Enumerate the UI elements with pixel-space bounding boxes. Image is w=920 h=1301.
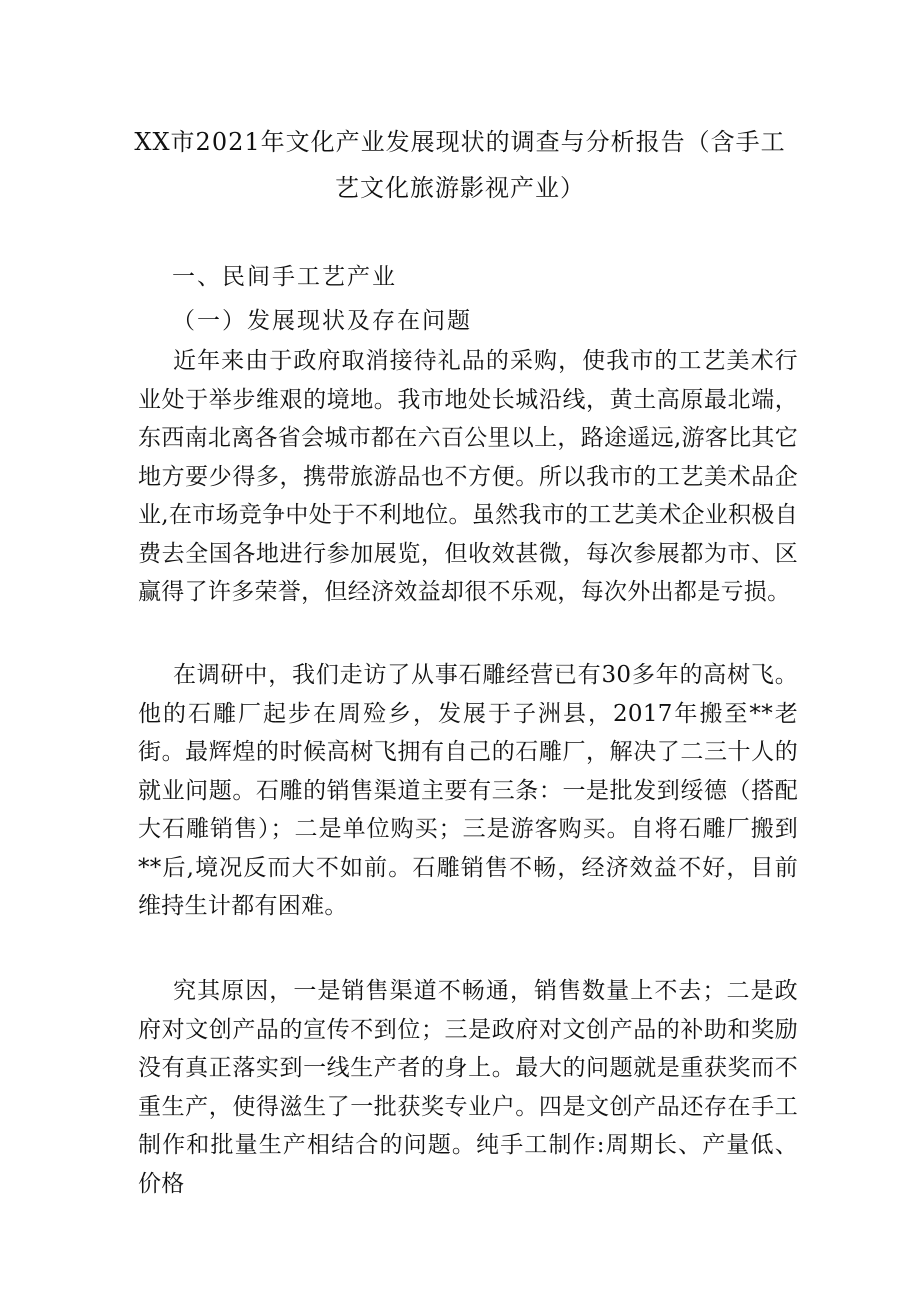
body-paragraph-2: 在调研中，我们走访了从事石雕经营已有30多年的高树飞。他的石雕厂起步在周殓乡，发展于子洲县，2017年搬至**老街。最辉煌的时候高树飞拥有自己的石雕厂，解决了二三十人的就业问题。石雕的销售渠道主要有三条：一是批发到绥德（搭配大石雕销售）；二是单位购买；三是游客购买。自将石雕厂搬到**后,境况反而大不如前。石雕销售不畅，经济效益不好，目前维持生计都有困难。 — [138, 662, 798, 919]
subsection-heading: （一）发展现状及存在问题 — [172, 308, 472, 334]
body-paragraph-3: 究其原因，一是销售渠道不畅通，销售数量上不去；二是政府对文创产品的宣传不到位；三是政府对文创产品的补助和奖励没有真正落实到一线生产者的身上。最大的问题就是重获奖而不重生产，使得滋生了一批获奖专业户。四是文创产品还存在手工制作和批量生产相结合的问题。纯手工制作:周期长、产量低、价格 — [138, 978, 798, 1197]
document-title-line-1: XX市2021年文化产业发展现状的调查与分析报告（含手工 — [134, 128, 786, 156]
document-title-line-2: 艺文化旅游影视产业） — [335, 174, 585, 202]
section-heading: 一、民间手工艺产业 — [172, 264, 397, 290]
body-paragraph-1: 近年来由于政府取消接待礼品的采购，使我市的工艺美术行业处于举步维艰的境地。我市地处长城沿线，黄土高原最北端，东西南北离各省会城市都在六百公里以上，路途遥远,游客比其它地方要少得多，携带旅游品也不方便。所以我市的工艺美术品企业,在市场竞争中处于不利地位。虽然我市的工艺美术企业积极自费去全国各地进行参加展览，但收效甚微，每次参展都为市、区赢得了许多荣誉，但经济效益却很不乐观，每次外出都是亏损。 — [138, 348, 799, 605]
